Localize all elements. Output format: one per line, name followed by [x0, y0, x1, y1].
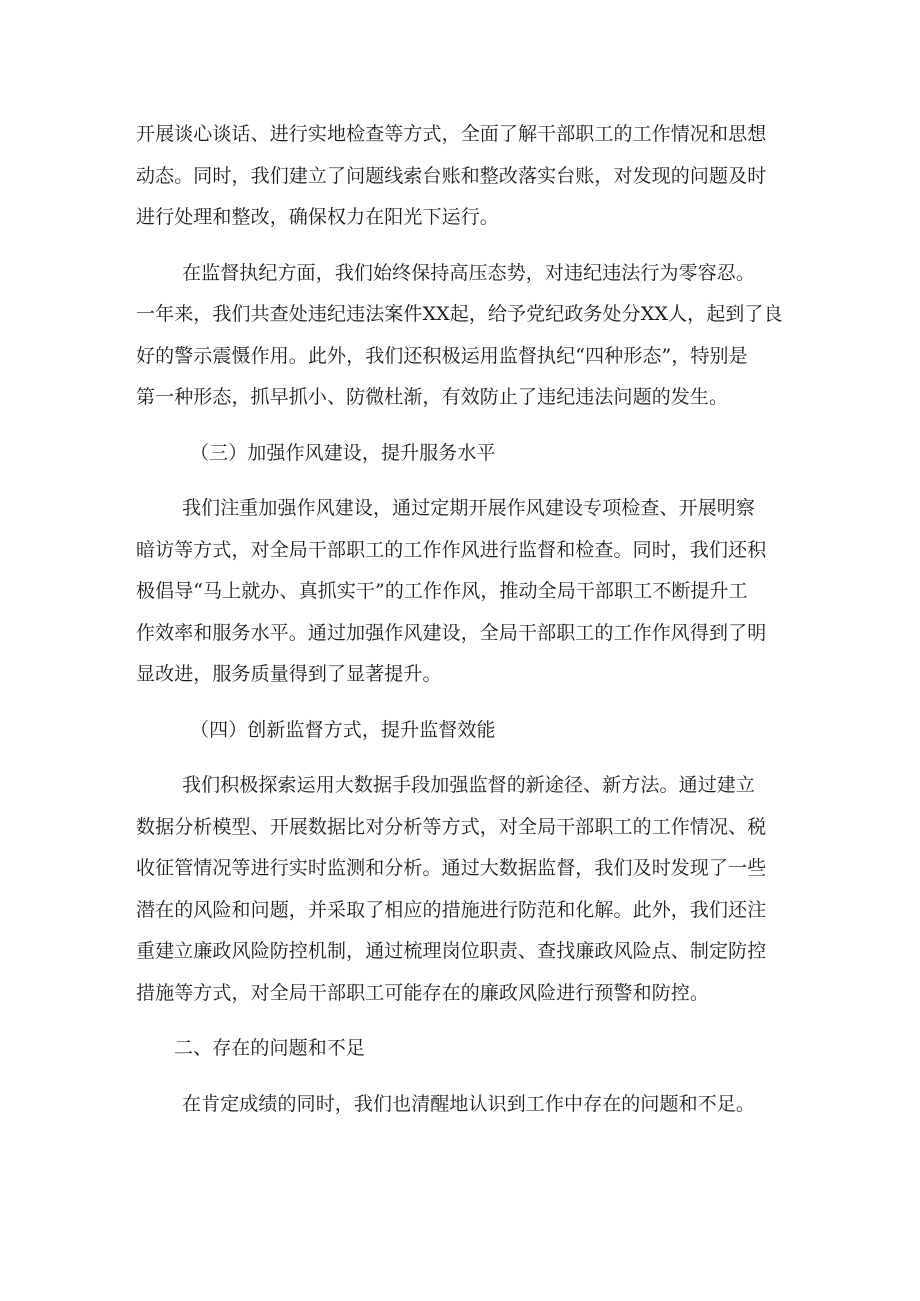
heading-line: （三）加强作风建设，提升服务水平 [190, 441, 496, 464]
text-line: 好的警示震慑作用。此外，我们还积极运用监督执纪“四种形态”，特别是 [136, 344, 748, 367]
text-line: 第一种形态，抓早抓小、防微杜渐，有效防止了违纪违法问题的发生。 [136, 386, 729, 408]
text-line: 动态。同时，我们建立了问题线索台账和整改落实台账，对发现的问题及时 [136, 164, 767, 187]
text-line: 措施等方式，对全局干部职工可能存在的廉政风险进行预警和防控。 [136, 981, 710, 1004]
text-line: 重建立廉政风险防控机制，通过梳理岗位职责、查找廉政风险点、制定防控 [136, 940, 767, 962]
text-line: 进行处理和整改，确保权力在阳光下运行。 [136, 206, 499, 228]
text-line: 我们积极探索运用大数据手段加强监督的新途径、新方法。通过建立 [182, 774, 756, 796]
text-line: 数据分析模型、开展数据比对分析等方式，对全局干部职工的工作情况、税 [136, 815, 767, 838]
text-line: 显改进，服务质量得到了显著提升。 [136, 663, 442, 685]
paragraph [136, 488, 792, 696]
text-line: 潜在的风险和问题，并采取了相应的措施进行防范和化解。此外，我们还注 [136, 898, 767, 921]
chapter-heading [136, 1028, 792, 1070]
paragraph [136, 253, 792, 419]
paragraph [136, 1084, 792, 1126]
document-body [136, 114, 792, 1125]
text-line: 暗访等方式，对全局干部职工的工作作风进行监督和检查。同时，我们还积 [136, 538, 767, 561]
text-line: 在监督执纪方面，我们始终保持高压态势，对违纪违法行为零容忍。 [182, 261, 756, 284]
text-line: 我们注重加强作风建设，通过定期开展作风建设专项检查、开展明察 [182, 497, 756, 519]
paragraph [136, 765, 792, 1014]
section-heading [136, 433, 792, 475]
text-line: 在肯定成绩的同时，我们也清醒地认识到工作中存在的问题和不足。 [182, 1092, 756, 1115]
section-heading [136, 710, 792, 752]
text-line: 极倡导“马上就办、真抓实干”的工作作风，推动全局干部职工不断提升工 [136, 580, 748, 602]
heading-line: （四）创新监督方式，提升监督效能 [190, 718, 496, 741]
text-line: 开展谈心谈话、进行实地检查等方式，全面了解干部职工的工作情况和思想 [136, 123, 767, 145]
heading-line: 二、存在的问题和不足 [174, 1037, 366, 1059]
text-line: 收征管情况等进行实时监测和分析。通过大数据监督，我们及时发现了一些 [136, 857, 767, 879]
paragraph [136, 114, 792, 239]
text-line: 作效率和服务水平。通过加强作风建设，全局干部职工的工作作风得到了明 [136, 621, 767, 644]
text-line: 一年来，我们共查处违纪违法案件XX起，给予党纪政务处分XX人，起到了良 [136, 303, 783, 325]
